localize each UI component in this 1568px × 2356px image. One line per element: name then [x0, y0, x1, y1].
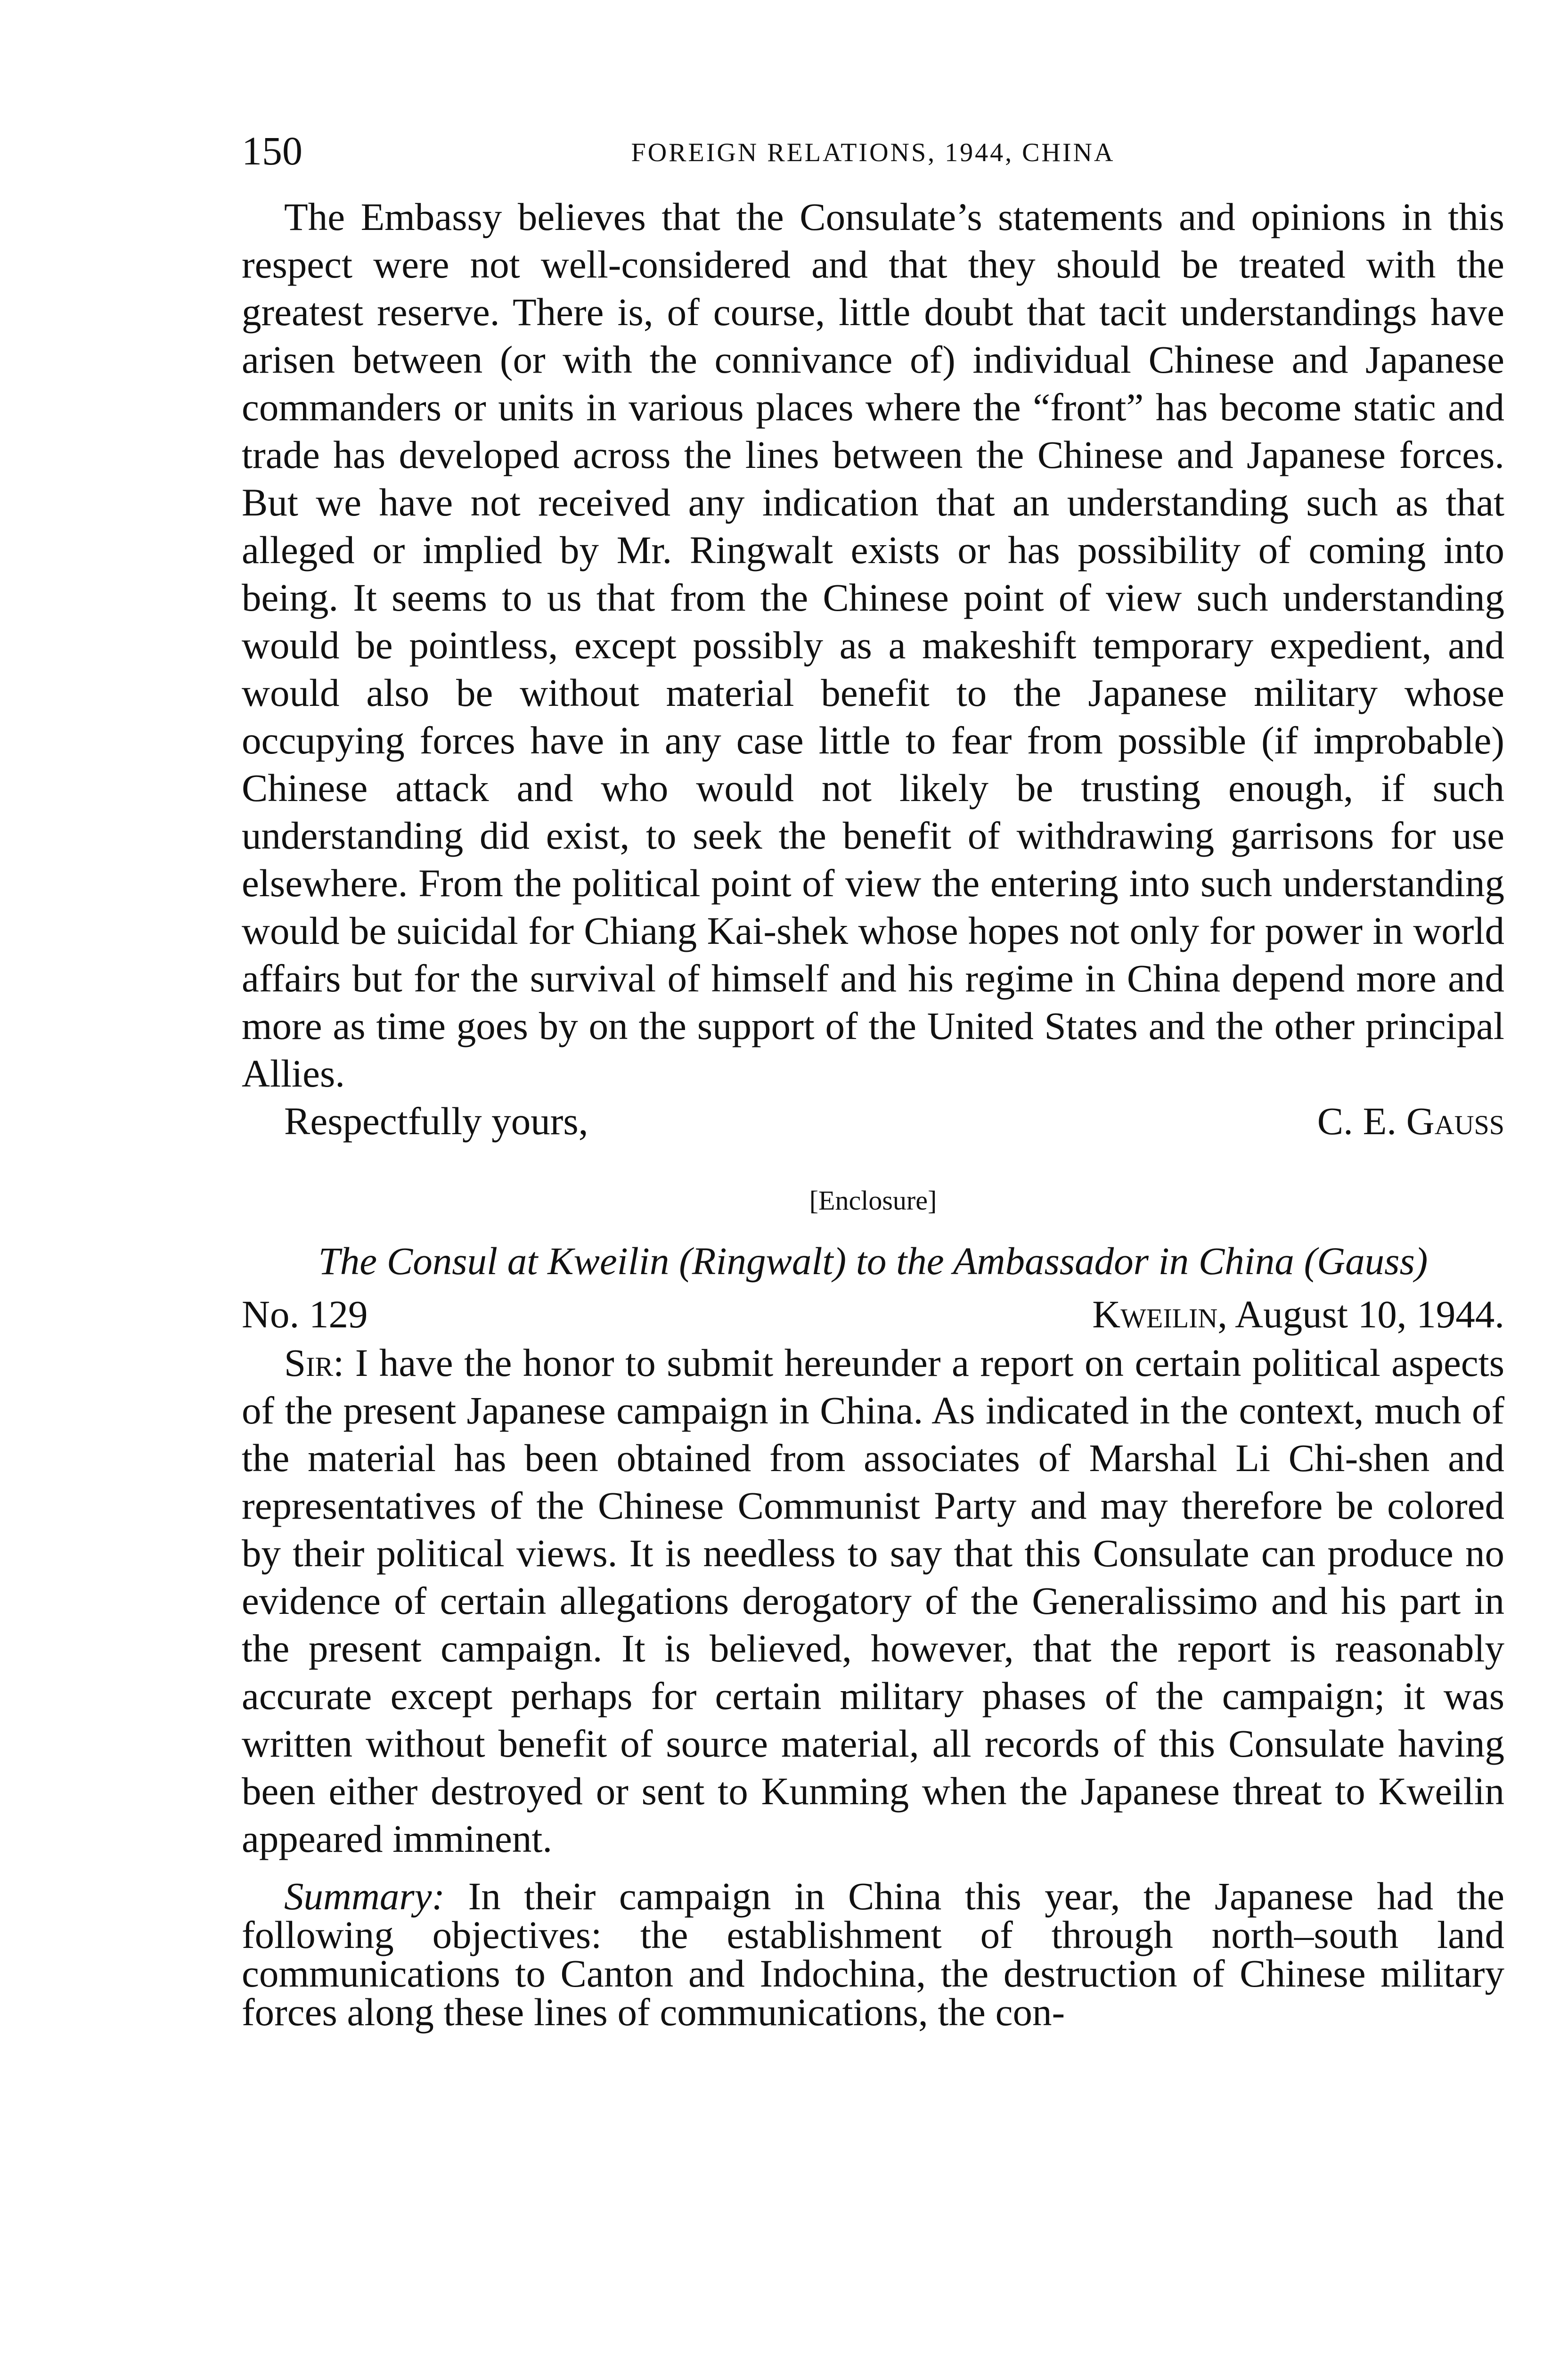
signature: C. E. Gauss — [1317, 1099, 1504, 1143]
page-number: 150 — [242, 128, 302, 173]
dateline-place: Kweilin — [1092, 1293, 1218, 1336]
page-header — [242, 127, 1504, 193]
document-page — [242, 127, 1504, 2034]
enclosure-title: The Consul at Kweilin (Ringwalt) to the Ambassador in China (Gauss) — [318, 1239, 1428, 1283]
summary-paragraph — [242, 1874, 1504, 2034]
salutation: Sir — [284, 1341, 334, 1384]
document-meta — [242, 1290, 1504, 1339]
summary-label: Summary: — [284, 1874, 445, 1918]
enclosure-label: [Enclosure] — [809, 1185, 937, 1216]
enclosure-paragraph-text: : I have the honor to submit hereunder a report on certain political aspects of the present Japanese campaign in China. As indicated in the context, much of the material has been obtained from associates of Marshal Li Chi-shen and representatives of the Chinese Communist Party and may therefore be colored by their political views. It is needless to say that this Consulate can produce no evidence of certain allegations derogatory of the Generalissimo and his part in the present campaign. It is believed, however, that the report is reasonably accurate except perhaps for certain military phases of the campaign; it was written without benefit of source material, all records of this Consulate having been either destroyed or sent to Kunming when the Japanese threat to Kweilin appeared imminent. — [242, 1341, 1504, 1860]
body-paragraph: The Embassy believes that the Consulate’s statements and opinions in this respect were not well-considered and that they should be treated with the greatest reserve. There is, of course, little doubt that tacit understandings have arisen between (or with the connivance of) individual Chinese and Japanese commanders or units in various places where the “front” has become static and trade has developed across the lines between the Chinese and Japanese forces. But we have not received any indication that an understanding such as that alleged or implied by Mr. Ringwalt exists or has possibility of coming into being. It seems to us that from the Chinese point of view such understanding would be pointless, except possibly as a makeshift temporary expedient, and would also be without material benefit to the Japanese military whose occupying forces have in any case little to fear from possible (if improbable) Chinese attack and who would not likely be trusting enough, if such understanding did exist, to seek the benefit of withdrawing garrisons for use elsewhere. From the political point of view the entering into such understanding would be suicidal for Chiang Kai-shek whose hopes not only for power in world affairs but for the survival of himself and his regime in China depend more and more as time goes by on the support of the United States and the other principal Allies. — [242, 195, 1504, 1095]
enclosure-paragraph — [242, 1339, 1504, 1863]
summary-text: In their campaign in China this year, the Japanese had the following objectives: the establishment of through north–south land communications to Canton and Indochina, the destruction of Chinese military forces along these lines of communications, the con- — [242, 1874, 1504, 2034]
dateline — [1092, 1290, 1504, 1339]
document-number: No. 129 — [242, 1293, 368, 1336]
closing-phrase: Respectfully yours, — [284, 1099, 588, 1143]
running-head: FOREIGN RELATIONS, 1944, CHINA — [631, 138, 1115, 167]
closing-line — [242, 1097, 1504, 1145]
dateline-date: , August 10, 1944. — [1217, 1293, 1504, 1336]
